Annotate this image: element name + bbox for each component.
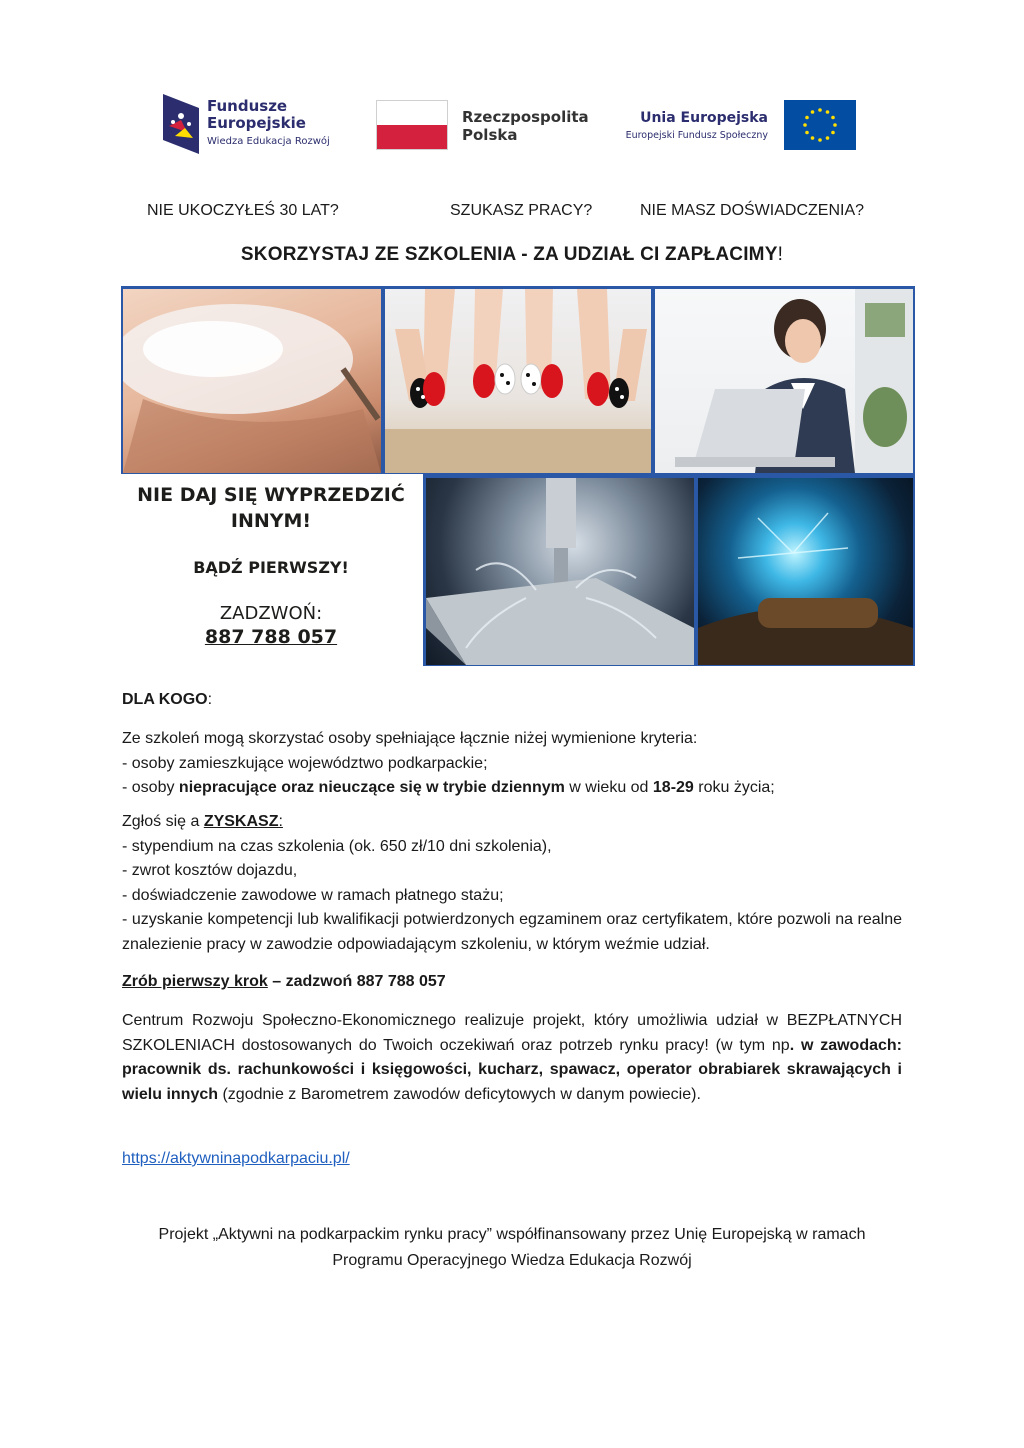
- for-whom-heading: [122, 688, 902, 713]
- logo-fe-line2: Europejskie: [207, 114, 306, 132]
- eu-star: [826, 110, 830, 114]
- question-age: NIE UKOCZYŁEŚ 30 LAT?: [147, 202, 339, 219]
- cta-rest: – zadzwoń 887 788 057: [267, 973, 446, 990]
- photo-machining: [426, 478, 694, 665]
- headline-tail: !: [777, 244, 784, 265]
- collage-ad-text: [121, 474, 421, 666]
- logo-ue-line1: Unia Europejska: [640, 110, 768, 126]
- gain-item-4: - uzyskanie kompetencji lub kwalifikacji potwierdzonych egzaminem oraz certyfikatem, które pozwoli na realne znalezienie pracy w zawodzie odpowiadającym szkoleniu, w którym weźmie udział.: [122, 911, 902, 953]
- gain-label: ZYSKASZ: [203, 813, 279, 830]
- logo-unia-europejska: [622, 100, 862, 152]
- footer-line2: Programu Operacyjnego Wiedza Edukacja Rozwój: [332, 1252, 692, 1269]
- headline-bold: SKORZYSTAJ ZE SZKOLENIA - ZA UDZIAŁ CI ZAPŁACIMY: [240, 244, 778, 265]
- for-whom-intro: Ze szkoleń mogą skorzystać osoby spełniające łącznie niżej wymienione kryteria:: [122, 730, 698, 747]
- item2-mid: w wieku od: [564, 779, 653, 796]
- photo-manicure: [385, 289, 651, 473]
- cta-underlined: Zrób pierwszy krok: [122, 973, 268, 990]
- item2-pre: - osoby: [122, 779, 179, 796]
- collage-phone: 887 788 057: [204, 626, 338, 648]
- eu-star: [818, 108, 822, 112]
- fundusze-europejskie-flag-icon: [163, 94, 199, 154]
- gain-colon: :: [278, 813, 283, 830]
- gain-item-2: - zwrot kosztów dojazdu,: [122, 862, 298, 879]
- project-text-bold: . w zawodach: pracownik ds. rachunkowości i księgowości, kucharz, spawacz, operator obrabiarek skrawających i wielu innych: [122, 1036, 902, 1103]
- collage-line2: INNYM!: [230, 510, 312, 532]
- for-whom-colon: :: [207, 691, 213, 708]
- question-experience: NIE MASZ DOŚWIADCZENIA?: [640, 202, 865, 219]
- eu-flag-icon: [784, 100, 856, 150]
- photo-facial-treatment: [123, 289, 381, 473]
- photo-welding: [698, 478, 913, 665]
- logo-ue-line2: Europejski Fundusz Społeczny: [625, 130, 768, 141]
- project-text-2: (zgodnie z Barometrem zawodów deficytowych w danym powiecie).: [218, 1085, 701, 1103]
- eu-star: [803, 123, 807, 127]
- gain-heading: [122, 810, 902, 835]
- polish-flag-icon: [376, 100, 448, 150]
- eu-star: [826, 136, 830, 140]
- training-collage: [121, 286, 915, 666]
- eu-star: [805, 116, 809, 120]
- eu-star: [831, 131, 835, 135]
- for-whom-label: DLA KOGO: [122, 691, 208, 708]
- project-text-1: Centrum Rozwoju Społeczno-Ekonomicznego realizuje projekt, który umożliwia udział w BEZPŁATNYCH SZKOLENIACH dostosowanych do Twoich oczekiwań oraz potrzeb rynku pracy! (w tym np: [122, 1012, 902, 1054]
- logo-fe-line3: Wiedza Edukacja Rozwój: [207, 136, 330, 147]
- for-whom-item-2: [122, 776, 902, 801]
- eu-star: [805, 131, 809, 135]
- item2-age: 18-29: [652, 779, 694, 796]
- eu-star: [831, 116, 835, 120]
- gain-item-1: - stypendium na czas szkolenia (ok. 650 zł/10 dni szkolenia),: [122, 837, 552, 855]
- gain-section: [122, 810, 902, 957]
- item2-post: roku życia;: [693, 779, 775, 796]
- for-whom-item-1: - osoby zamieszkujące województwo podkarpackie;: [122, 754, 488, 772]
- eu-star: [811, 110, 815, 114]
- eu-star: [818, 138, 822, 142]
- project-paragraph: [122, 1009, 902, 1107]
- website-link[interactable]: https://aktywninapodkarpaciu.pl/: [122, 1150, 350, 1167]
- eu-star: [811, 136, 815, 140]
- collage-line1: NIE DAJ SIĘ WYPRZEDZIĆ: [137, 484, 405, 506]
- collage-line4: ZADZWOŃ:: [219, 603, 323, 624]
- collage-line3: BĄDŹ PIERWSZY!: [193, 558, 349, 577]
- headline: [0, 244, 1024, 266]
- logo-fe-line1: Fundusze: [207, 97, 288, 115]
- footer-line1: Projekt „Aktywni na podkarpackim rynku pracy” współfinansowany przez Unię Europejską w ramach: [158, 1226, 866, 1243]
- logo-rp-line1: Rzeczpospolita: [462, 108, 589, 126]
- for-whom-section: [122, 727, 902, 801]
- logo-rzeczpospolita-polska: [376, 100, 596, 152]
- footer: [0, 1222, 1024, 1274]
- question-job: SZUKASZ PRACY?: [450, 202, 593, 219]
- gain-item-3: - doświadczenie zawodowe w ramach płatnego stażu;: [122, 886, 504, 904]
- item2-bold: niepracujące oraz nieuczące się w trybie dziennym: [178, 779, 565, 796]
- gain-pre: Zgłoś się a: [122, 813, 204, 830]
- eu-star: [833, 123, 837, 127]
- call-to-action: [122, 970, 902, 995]
- logo-fundusze-europejskie: [163, 94, 353, 156]
- logo-rp-line2: Polska: [462, 126, 518, 144]
- photo-office-worker: [655, 289, 913, 473]
